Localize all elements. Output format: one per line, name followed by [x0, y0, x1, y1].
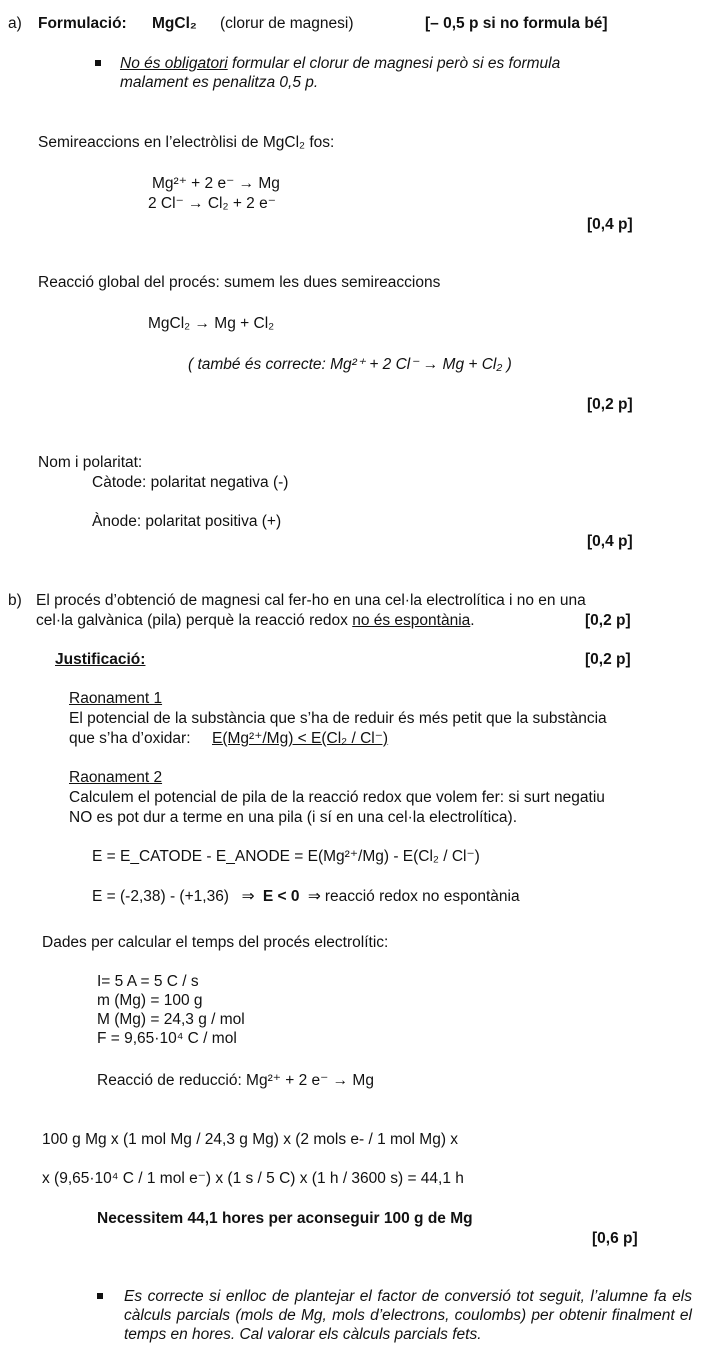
- section-b-line2: cel·la galvànica (pila) perquè la reacció redox no és espontània.: [36, 612, 475, 629]
- formula: MgCl₂: [152, 15, 197, 32]
- final-note: Es correcte si enlloc de plantejar el factor de conversió tot seguit, l’alumne fa els càlculs parcials (mols de Mg, mols d’electrons, coulombs) per obtenir finalment el temps en hores. Cal valorar els càlculs parcials fets.: [124, 1288, 692, 1343]
- raonament1-title: Raonament 1: [69, 690, 163, 707]
- potential-values: E = (-2,38) - (+1,36) ⇒ E < 0 ⇒ reacció redox no espontània: [92, 888, 520, 905]
- score-section-b: [0,2 p]: [585, 612, 631, 629]
- dada-massa: m (Mg) = 100 g: [97, 992, 203, 1009]
- reaccio-global: MgCl₂ → Mg + Cl₂: [148, 315, 275, 332]
- dada-intensitat: I= 5 A = 5 C / s: [97, 973, 199, 990]
- formula-penalty: [– 0,5 p si no formula bé]: [425, 15, 608, 32]
- formulacio-label: Formulació:: [38, 15, 127, 32]
- formula-note-line2: malament es penalitza 0,5 p.: [120, 74, 319, 91]
- formula-note: No és obligatori formular el clorur de magnesi però si es formula: [120, 55, 561, 72]
- raonament1-equation: E(Mg²⁺/Mg) < E(Cl₂ / Cl⁻): [212, 730, 389, 747]
- score-justificacio: [0,2 p]: [585, 651, 631, 668]
- semireaccio-1: Mg²⁺ + 2 e⁻ → Mg: [152, 175, 280, 192]
- dada-faraday: F = 9,65·10⁴ C / mol: [97, 1030, 237, 1047]
- score-final: [0,6 p]: [592, 1230, 638, 1247]
- semireaccio-2: 2 Cl⁻ → Cl₂ + 2 e⁻: [148, 195, 276, 212]
- calc-line1: 100 g Mg x (1 mol Mg / 24,3 g Mg) x (2 mols e- / 1 mol Mg) x: [42, 1131, 459, 1148]
- justificacio-heading: Justificació:: [55, 651, 146, 668]
- reaccio-reduccio: Reacció de reducció: Mg²⁺ + 2 e⁻ → Mg: [97, 1072, 374, 1089]
- section-b-label: b): [8, 592, 22, 609]
- bullet-icon: [97, 1293, 103, 1299]
- raonament2-title: Raonament 2: [69, 769, 163, 786]
- section-a-label: a): [8, 15, 22, 32]
- bullet-icon: [95, 60, 101, 66]
- reaccio-global-intro: Reacció global del procés: sumem les dues semireaccions: [38, 274, 441, 291]
- section-b-line1: El procés d’obtenció de magnesi cal fer-ho en una cel·la electrolítica i no en una: [36, 592, 586, 609]
- nom-polaritat-intro: Nom i polaritat:: [38, 454, 143, 471]
- score-polaritat: [0,4 p]: [587, 533, 633, 550]
- raonament2-line1: Calculem el potencial de pila de la reacció redox que volem fer: si surt negatiu: [69, 789, 605, 806]
- raonament2-line2: NO es pot dur a terme en una pila (i sí en una cel·la electrolítica).: [69, 809, 517, 826]
- formula-name: (clorur de magnesi): [220, 15, 354, 32]
- semireaccions-intro: Semireaccions en l’electròlisi de MgCl₂ fos:: [38, 134, 335, 151]
- dada-massa-molar: M (Mg) = 24,3 g / mol: [97, 1011, 245, 1028]
- potential-equation: E = E_CATODE - E_ANODE = E(Mg²⁺/Mg) - E(Cl₂ / Cl⁻): [92, 848, 480, 865]
- score-reaccio-global: [0,2 p]: [587, 396, 633, 413]
- raonament1-line1: El potencial de la substància que s’ha de reduir és més petit que la substància: [69, 710, 607, 727]
- reaccio-global-alternativa: ( també és correcte: Mg²⁺ + 2 Cl⁻ → Mg + Cl₂ ): [188, 356, 512, 373]
- dades-intro: Dades per calcular el temps del procés electrolític:: [42, 934, 389, 951]
- raonament1-line2: que s’ha d’oxidar:: [69, 730, 191, 747]
- calc-line2: x (9,65·10⁴ C / 1 mol e⁻) x (1 s / 5 C) x (1 h / 3600 s) = 44,1 h: [42, 1170, 464, 1187]
- conclusion: Necessitem 44,1 hores per aconseguir 100 g de Mg: [97, 1210, 473, 1227]
- anode-line: Ànode: polaritat positiva (+): [92, 513, 282, 530]
- score-semireaccions: [0,4 p]: [587, 216, 633, 233]
- catode-line: Càtode: polaritat negativa (-): [92, 474, 289, 491]
